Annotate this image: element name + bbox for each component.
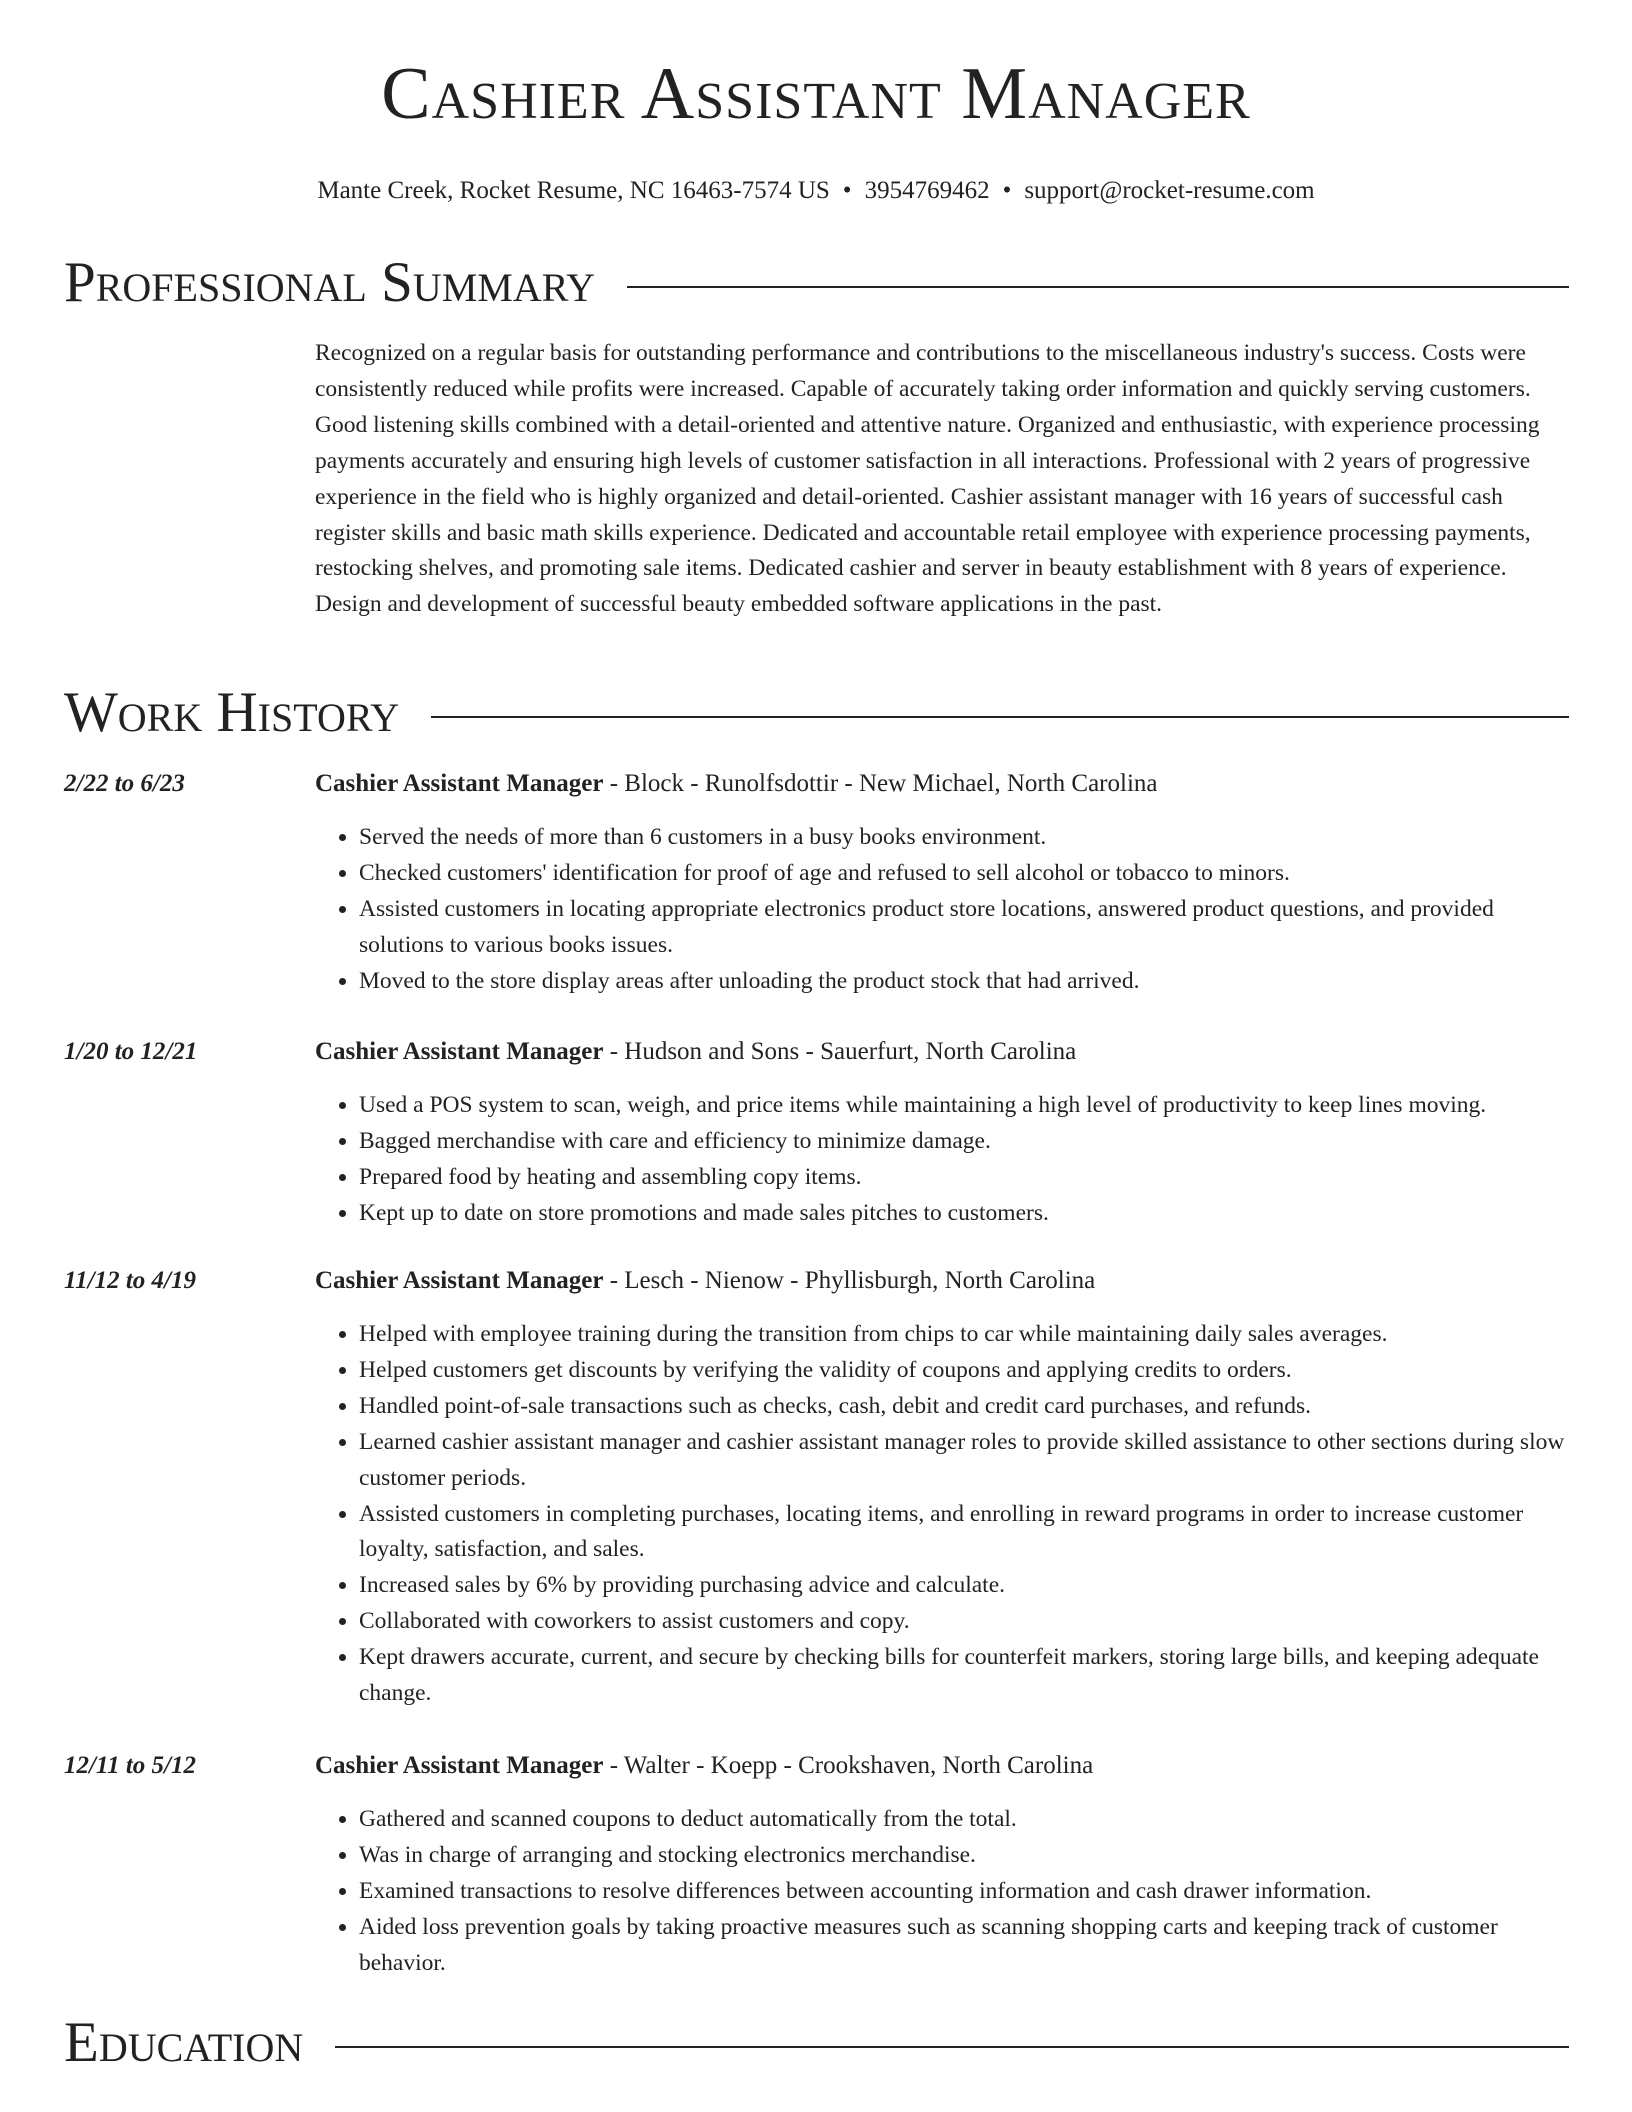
job-company-location: - Lesch - Nienow - Phyllisburgh, North Carolina [603, 1267, 1096, 1294]
job-title: Cashier Assistant Manager [315, 1038, 604, 1065]
job-heading [315, 1263, 1095, 1299]
contact-phone: 3954769462 [864, 177, 990, 204]
section-heading-work [64, 682, 1569, 745]
job-bullet: • Used a POS system to scan, weigh, and price items while maintaining a high level of productivity to keep lines moving. [359, 1088, 1571, 1124]
job-bullets [315, 1317, 1571, 1712]
job-bullet: • Handled point-of-sale transactions such as checks, cash, debit and credit card purchases, and refunds. [359, 1389, 1571, 1425]
job-bullet: • Collaborated with coworkers to assist customers and copy. [359, 1604, 1571, 1640]
job-bullet: • Bagged merchandise with care and efficiency to minimize damage. [359, 1124, 1571, 1160]
contact-address: Mante Creek, Rocket Resume, NC 16463-7574 US [317, 177, 830, 204]
contact-line [0, 173, 1632, 209]
job-bullet: • Learned cashier assistant manager and cashier assistant manager roles to provide skilled assistance to other sections during slow customer periods. [359, 1425, 1571, 1497]
job-title: Cashier Assistant Manager [315, 1752, 604, 1779]
job-bullet: • Kept drawers accurate, current, and secure by checking bills for counterfeit markers, storing large bills, and keeping adequate change. [359, 1640, 1571, 1712]
job-heading [315, 1748, 1093, 1784]
job-dates: 12/11 to 5/12 [64, 1752, 196, 1779]
job-bullet: • Kept up to date on store promotions and made sales pitches to customers. [359, 1196, 1571, 1232]
job-dates: 2/22 to 6/23 [64, 770, 185, 797]
section-divider [335, 2046, 1569, 2048]
professional-summary: Recognized on a regular basis for outstanding performance and contributions to the miscellaneous industry's success. Costs were consistently reduced while profits were increased. Capable of accurately taking order information and quickly serving customers. Good listening skills combined with a detail-oriented and attentive nature. Organized and enthusiastic, with experience processing payments accurately and ensuring high levels of customer satisfaction in all interactions. Professional with 2 years of progressive experience in the field who is highly organized and detail-oriented. Cashier assistant manager with 16 years of successful cash register skills and basic math skills experience. Dedicated and accountable retail employee with experience processing payments, restocking shelves, and promoting sale items. Dedicated cashier and server in beauty establishment with 8 years of experience. Design and development of successful beauty embedded software applications in the past. [315, 340, 1540, 618]
job-bullet: • Checked customers' identification for proof of age and refused to sell alcohol or tobacco to minors. [359, 856, 1571, 892]
job-bullet: • Gathered and scanned coupons to deduct automatically from the total. [359, 1802, 1571, 1838]
section-divider [431, 716, 1569, 718]
job-bullet: • Prepared food by heating and assembling copy items. [359, 1160, 1571, 1196]
job-company-location: - Hudson and Sons - Sauerfurt, North Carolina [603, 1038, 1077, 1065]
contact-separator: • [842, 177, 852, 204]
section-heading-education [64, 2012, 1569, 2075]
job-heading [315, 766, 1158, 802]
section-title: Professional Summary [64, 251, 596, 314]
job-bullet: • Helped with employee training during the transition from chips to car while maintaining daily sales averages. [359, 1317, 1571, 1353]
contact-separator: • [1002, 177, 1012, 204]
job-bullets [315, 820, 1571, 1000]
job-bullet: • Examined transactions to resolve differences between accounting information and cash drawer information. [359, 1874, 1571, 1910]
section-divider [627, 286, 1569, 288]
job-dates: 1/20 to 12/21 [64, 1038, 198, 1065]
section-title: Education [64, 2011, 304, 2074]
job-bullet: • Helped customers get discounts by verifying the validity of coupons and applying credits to orders. [359, 1353, 1571, 1389]
job-bullet: • Aided loss prevention goals by taking proactive measures such as scanning shopping carts and keeping track of customer behavior. [359, 1910, 1571, 1982]
section-title: Work History [64, 681, 400, 744]
job-bullet: • Served the needs of more than 6 customers in a busy books environment. [359, 820, 1571, 856]
section-heading-summary [64, 252, 1569, 315]
job-bullet: • Was in charge of arranging and stocking electronics merchandise. [359, 1838, 1571, 1874]
job-title: Cashier Assistant Manager [315, 770, 604, 797]
resume-name: Cashier Assistant Manager [381, 53, 1251, 135]
job-title: Cashier Assistant Manager [315, 1267, 604, 1294]
job-heading [315, 1034, 1076, 1070]
job-company-location: - Block - Runolfsdottir - New Michael, North Carolina [603, 770, 1158, 797]
job-company-location: - Walter - Koepp - Crookshaven, North Carolina [603, 1752, 1094, 1779]
job-bullets [315, 1088, 1571, 1232]
job-bullet: • Moved to the store display areas after unloading the product stock that had arrived. [359, 964, 1571, 1000]
job-bullet: • Increased sales by 6% by providing purchasing advice and calculate. [359, 1568, 1571, 1604]
job-bullet: • Assisted customers in locating appropriate electronics product store locations, answered product questions, and provided solutions to various books issues. [359, 892, 1571, 964]
job-bullet: • Assisted customers in completing purchases, locating items, and enrolling in reward programs in order to increase customer loyalty, satisfaction, and sales. [359, 1497, 1571, 1569]
job-dates: 11/12 to 4/19 [64, 1267, 196, 1294]
contact-email: support@rocket-resume.com [1024, 177, 1315, 204]
job-bullets [315, 1802, 1571, 1982]
